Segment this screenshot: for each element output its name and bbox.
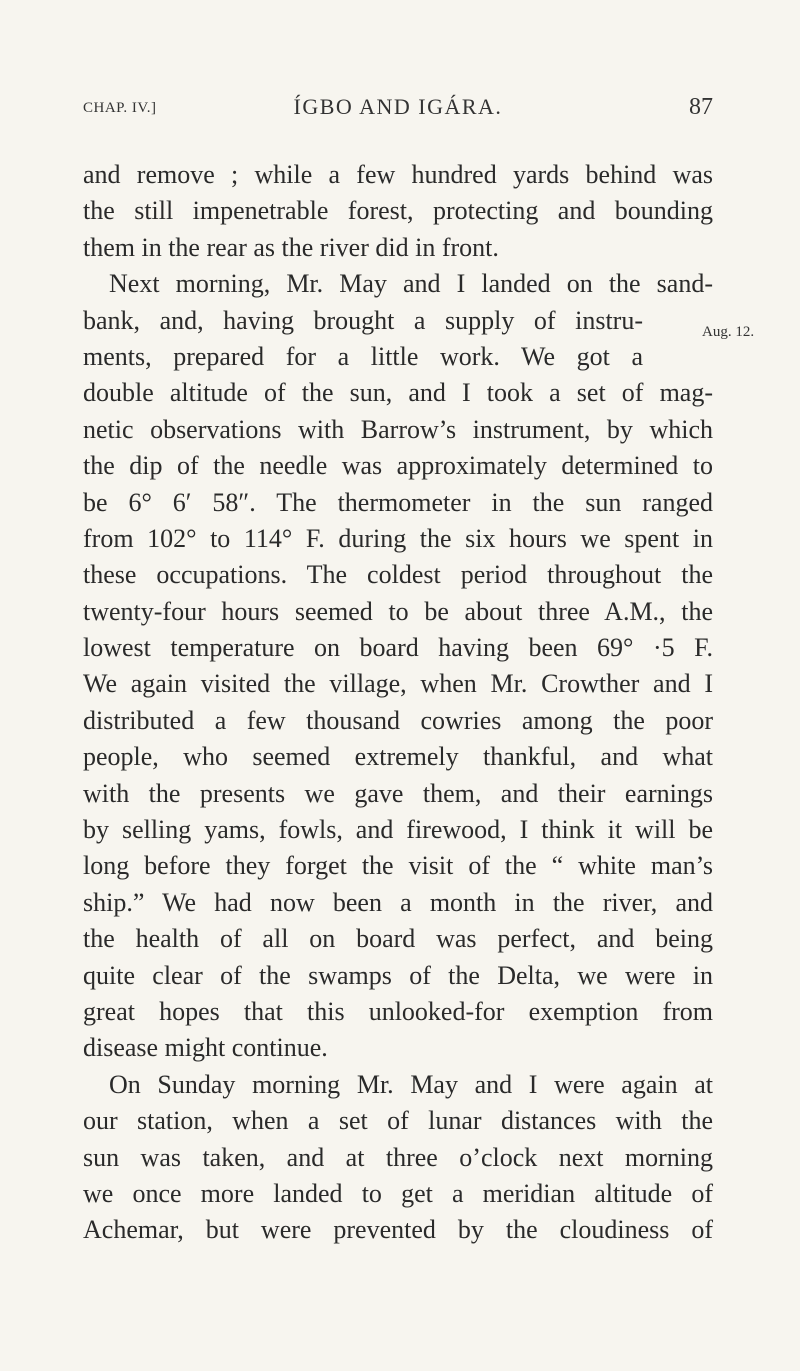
text-line: we once more landed to get a meridian altitude of [83, 1178, 713, 1208]
text-line: the still impenetrable forest, protecting and bounding [83, 196, 713, 226]
text-line: double altitude of the sun, and I took a set of mag- [83, 378, 713, 408]
text-line: distributed a few thousand cowries among the poor [83, 705, 713, 735]
text-line: them in the rear as the river did in front. [83, 232, 499, 262]
text-line: long before they forget the visit of the “ white man’s [83, 851, 713, 881]
text-line: sun was taken, and at three o’clock next morning [83, 1142, 713, 1172]
body-text [83, 157, 713, 1249]
text-line: the dip of the needle was approximately determined to [83, 451, 713, 481]
text-line: twenty-four hours seemed to be about three A.M., the [83, 596, 713, 626]
running-header [83, 94, 713, 124]
text-line: these occupations. The coldest period throughout the [83, 560, 713, 590]
text-line: disease might continue. [83, 1033, 328, 1063]
text-line: On Sunday morning Mr. May and I were again at [109, 1069, 713, 1099]
text-line: We again visited the village, when Mr. Crowther and I [83, 669, 713, 699]
page-number: 87 [689, 94, 713, 120]
text-line: netic observations with Barrow’s instrument, by which [83, 414, 713, 444]
text-line: be 6° 6′ 58″. The thermometer in the sun ranged [83, 487, 713, 517]
text-line: great hopes that this unlooked-for exemption from [83, 996, 713, 1026]
text-line: Next morning, Mr. May and I landed on the sand- [109, 269, 713, 299]
text-line: with the presents we gave them, and their earnings [83, 778, 713, 808]
text-line: ments, prepared for a little work. We got a [83, 341, 643, 371]
text-line: lowest temperature on board having been 69° ·5 F. [83, 633, 713, 663]
text-line: the health of all on board was perfect, and being [83, 924, 713, 954]
text-line: quite clear of the swamps of the Delta, we were in [83, 960, 713, 990]
text-line: Achemar, but were prevented by the cloudiness of [83, 1215, 713, 1245]
chapter-label: CHAP. IV.] [83, 100, 157, 116]
text-line: from 102° to 114° F. during the six hours we spent in [83, 523, 713, 553]
text-line: ship.” We had now been a month in the river, and [83, 887, 713, 917]
margin-date-note: Aug. 12. [702, 324, 755, 340]
text-line: and remove ; while a few hundred yards behind was [83, 160, 713, 189]
text-line: our station, when a set of lunar distances with the [83, 1106, 713, 1136]
text-line: by selling yams, fowls, and firewood, I think it will be [83, 815, 713, 845]
text-line: people, who seemed extremely thankful, and what [83, 742, 713, 772]
text-line: bank, and, having brought a supply of instru- [83, 305, 643, 335]
running-title: ÍGBO AND IGÁRA. [293, 94, 503, 119]
